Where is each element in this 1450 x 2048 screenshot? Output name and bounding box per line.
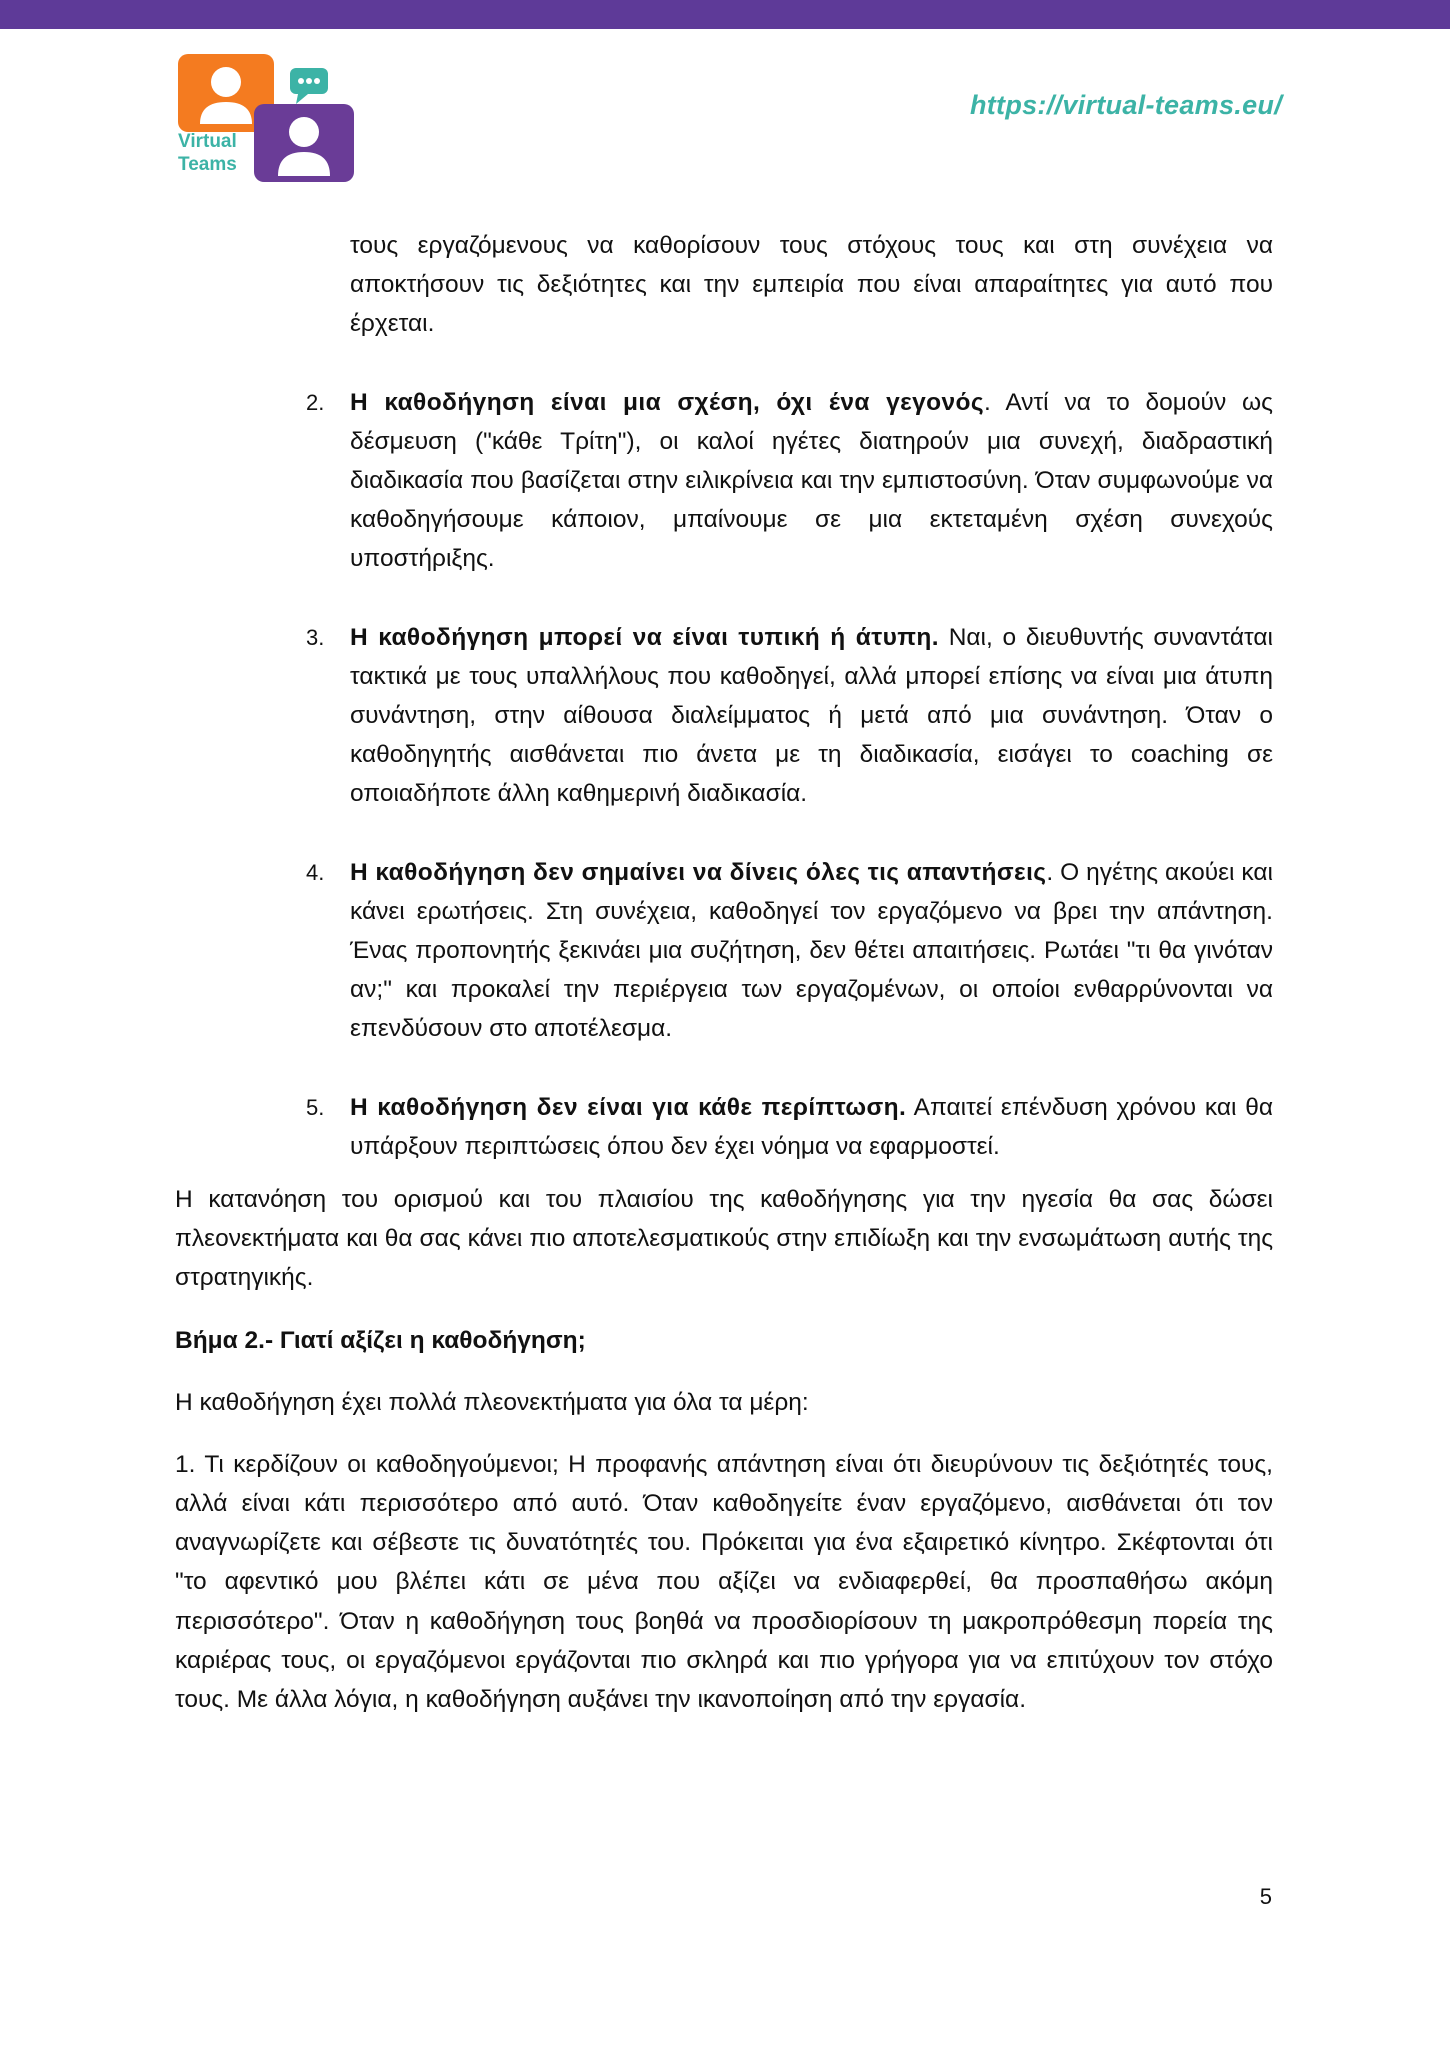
list-item-text: Ναι, ο διευθυντής συναντάται τακτικά με τους υπαλλήλους που καθοδηγεί, αλλά μπορεί επίσης να είναι μια άτυπη συνάντηση, στην αίθουσα διαλείμματος ή μετά από μια συνάντηση. Όταν ο καθοδηγητής αισθάνεται πιο άνετα με τη διαδικασία, εισάγει το coaching σε οποιαδήποτε άλλη καθημερινή διαδικασία. [350,623,1273,808]
list-item-3 [175,618,1273,814]
list-number: 2. [306,389,325,415]
list-item-2 [175,383,1273,579]
logo-text-virtual: Virtual [178,131,237,152]
section-heading: Βήμα 2.- Γιατί αξίζει η καθοδήγηση; [175,1326,586,1354]
virtual-teams-logo [174,52,364,182]
top-color-bar [0,0,1450,29]
list-number: 3. [306,624,325,650]
list-item-title: Η καθοδήγηση δεν σημαίνει να δίνεις όλες τις απαντήσεις [350,858,1047,886]
list-item-title: Η καθοδήγηση δεν είναι για κάθε περίπτωση. [350,1093,907,1121]
list-item-text: . Ο ηγέτης ακούει και κάνει ερωτήσεις. Στη συνέχεια, καθοδηγεί τον εργαζόμενο να βρει την απάντηση. Ένας προπονητής ξεκινάει μια συζήτηση, δεν θέτει απαιτήσεις. Ρωτάει "τι θα γινόταν αν;" και προκαλεί την περιέργεια των εργαζομένων, οι οποίοι ενθαρρύνονται να επενδύσουν στο αποτέλεσμα. [350,858,1273,1043]
list-number: 4. [306,859,325,885]
list-item-4 [175,853,1273,1049]
list-item-text: . Αντί να το δομούν ως δέσμευση ("κάθε Τρίτη"), οι καλοί ηγέτες διατηρούν μια συνεχή, διαδραστική διαδικασία που βασίζεται στην ειλικρίνεια και την εμπιστοσύνη. Όταν συμφωνούμε να καθοδηγήσουμε κάποιον, μπαίνουμε σε μια εκτεταμένη σχέση συνεχούς υποστήριξης. [350,388,1273,573]
intro-paragraph: Η καθοδήγηση έχει πολλά πλεονεκτήματα για όλα τα μέρη: [175,1388,809,1416]
summary-paragraph: Η κατανόηση του ορισμού και του πλαισίου της καθοδήγησης για την ηγεσία θα σας δώσει πλεονεκτήματα και θα σας κάνει πιο αποτελεσματικούς στην επιδίωξη και την ενσωμάτωση αυτής της στρατηγικής. [175,1186,1273,1292]
continuation-paragraph: τους εργαζόμενους να καθορίσουν τους στόχους τους και στη συνέχεια να αποκτήσουν τις δεξιότητες και την εμπειρία που είναι απαραίτητες για αυτό που έρχεται. [350,232,1273,338]
list-item-title: Η καθοδήγηση μπορεί να είναι τυπική ή άτυπη. [350,623,939,651]
list-item-5 [175,1088,1273,1166]
site-url[interactable]: https://virtual-teams.eu/ [969,90,1282,120]
list-number: 5. [306,1094,325,1120]
page-number: 5 [1259,1884,1272,1909]
list-item-title: Η καθοδήγηση είναι μια σχέση, όχι ένα γεγονός [350,388,985,416]
logo-text-teams: Teams [178,154,237,175]
list-item-text: Απαιτεί επένδυση χρόνου και θα υπάρξουν περιπτώσεις όπου δεν έχει νόημα να εφαρμοστεί. [350,1093,1274,1160]
benefit-paragraph: 1. Τι κερδίζουν οι καθοδηγούμενοι; Η προφανής απάντηση είναι ότι διευρύνουν τις δεξιότητές τους, αλλά είναι κάτι περισσότερο από αυτό. Όταν καθοδηγείτε έναν εργαζόμενο, αισθάνεται ότι τον αναγνωρίζετε και σέβεστε τις δυνατότητές του. Πρόκειται για ένα εξαιρετικό κίνητρο. Σκέφτονται ότι "το αφεντικό μου βλέπει κάτι σε μένα που αξίζει να ενδιαφερθεί, θα προσπαθήσω ακόμη περισσότερο". Όταν η καθοδήγηση τους βοηθά να προσδιορίσουν τη μακροπρόθεσμη πορεία της καριέρας τους, οι εργαζόμενοι εργάζονται πιο σκληρά και πιο γρήγορα για να επιτύχουν τον στόχο τους. Με άλλα λόγια, η καθοδήγηση αυξάνει την ικανοποίηση από την εργασία. [175,1450,1273,1714]
document-body [175,226,1273,1719]
